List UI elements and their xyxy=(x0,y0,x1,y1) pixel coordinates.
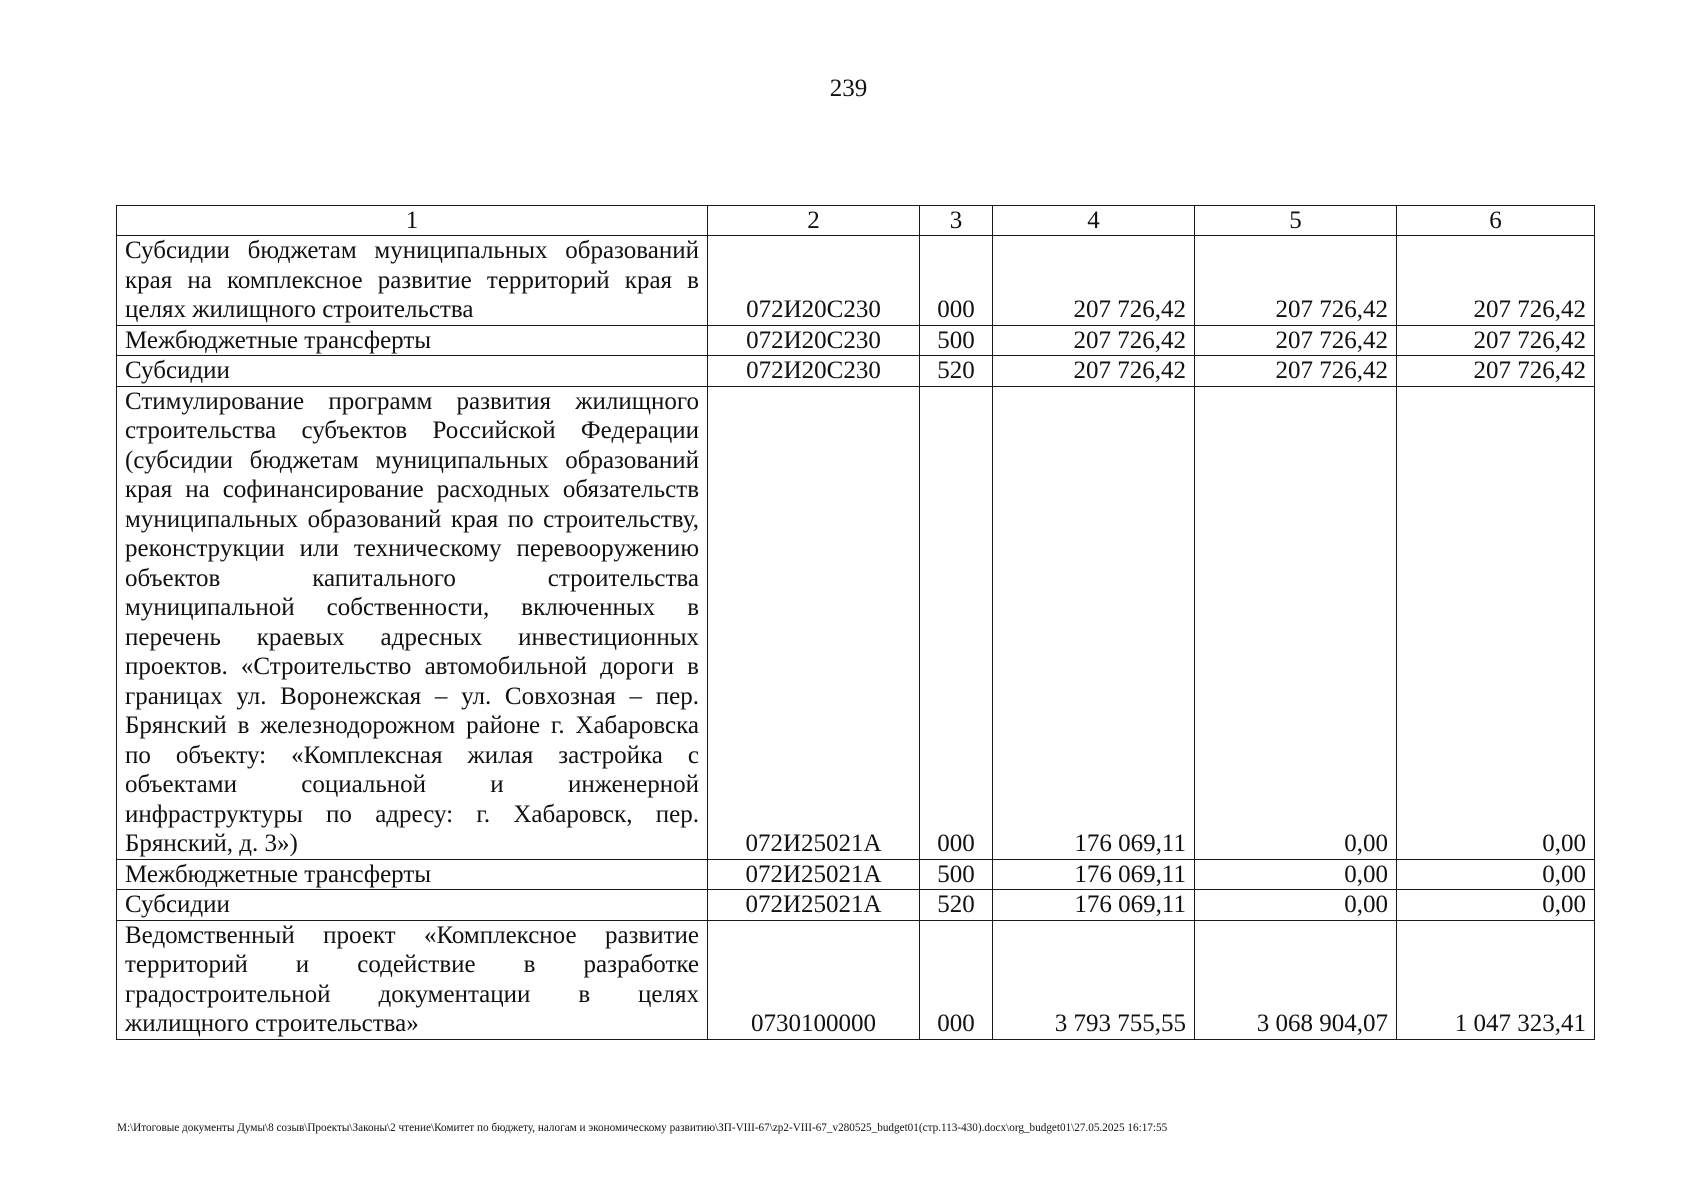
amount-col6-cell: 0,00 xyxy=(1397,890,1595,921)
amount-col4-cell: 176 069,11 xyxy=(993,859,1195,890)
table-row xyxy=(117,859,1595,890)
amount-col4-cell: 207 726,42 xyxy=(993,236,1195,326)
amount-col5-cell: 0,00 xyxy=(1195,386,1397,859)
target-article-code-cell: 0730100000 xyxy=(708,920,920,1039)
target-article-code-cell: 072И25021А xyxy=(708,859,920,890)
row-name-cell: Субсидии xyxy=(117,356,708,387)
amount-col4-cell: 3 793 755,55 xyxy=(993,920,1195,1039)
amount-col5-cell: 0,00 xyxy=(1195,859,1397,890)
target-article-code-cell: 072И25021А xyxy=(708,890,920,921)
table-header-row xyxy=(117,206,1595,236)
expense-type-cell: 000 xyxy=(920,386,993,859)
column-header: 6 xyxy=(1397,206,1595,236)
row-name-cell: Межбюджетные трансферты xyxy=(117,859,708,890)
column-header: 4 xyxy=(993,206,1195,236)
target-article-code-cell: 072И20С230 xyxy=(708,356,920,387)
amount-col6-cell: 0,00 xyxy=(1397,859,1595,890)
expense-type-cell: 000 xyxy=(920,920,993,1039)
table-row xyxy=(117,920,1595,1039)
column-header: 3 xyxy=(920,206,993,236)
amount-col6-cell: 207 726,42 xyxy=(1397,236,1595,326)
table-row xyxy=(117,386,1595,859)
document-file-path: M:\Итоговые документы Думы\8 созыв\Проекты\Законы\2 чтение\Комитет по бюджету, налогам и экономическому развитию\ЗП-VIII-67\zp2-VIII-67_v280525_budget01(стр.113-430).docx\org_budget01\27.05.2025 16:17:55 xyxy=(117,1122,1168,1134)
row-name-cell: Стимулирование программ развития жилищного строительства субъектов Российской Федерации (субсидии бюджетам муниципальных образований края на софинансирование расходных обязательств муниципальных образований края по строительству, реконструкции или техническому перевооружению объектов капитального строительства муниципальной собственности, включенных в перечень краевых адресных инвестиционных проектов. «Строительство автомобильной дороги в границах ул. Воронежская – ул. Совхозная – пер. Брянский в железнодорожном районе г. Хабаровска по объекту: «Комплексная жилая застройка с объектами социальной и инженерной инфраструктуры по адресу: г. Хабаровск, пер. Брянский, д. 3») xyxy=(117,386,708,859)
expense-type-cell: 500 xyxy=(920,859,993,890)
amount-col4-cell: 207 726,42 xyxy=(993,325,1195,356)
amount-col5-cell: 3 068 904,07 xyxy=(1195,920,1397,1039)
column-header: 5 xyxy=(1195,206,1397,236)
amount-col5-cell: 207 726,42 xyxy=(1195,356,1397,387)
row-name-cell: Межбюджетные трансферты xyxy=(117,325,708,356)
expense-type-cell: 500 xyxy=(920,325,993,356)
expense-type-cell: 520 xyxy=(920,356,993,387)
row-name-cell: Субсидии xyxy=(117,890,708,921)
amount-col6-cell: 207 726,42 xyxy=(1397,325,1595,356)
column-header: 2 xyxy=(708,206,920,236)
target-article-code-cell: 072И25021А xyxy=(708,386,920,859)
budget-table xyxy=(116,205,1595,1040)
amount-col6-cell: 207 726,42 xyxy=(1397,356,1595,387)
amount-col4-cell: 207 726,42 xyxy=(993,356,1195,387)
row-name-cell: Ведомственный проект «Комплексное развитие территорий и содействие в разработке градостроительной документации в целях жилищного строительства» xyxy=(117,920,708,1039)
expense-type-cell: 000 xyxy=(920,236,993,326)
amount-col5-cell: 207 726,42 xyxy=(1195,236,1397,326)
amount-col5-cell: 0,00 xyxy=(1195,890,1397,921)
amount-col6-cell: 1 047 323,41 xyxy=(1397,920,1595,1039)
page-number: 239 xyxy=(829,75,868,102)
amount-col5-cell: 207 726,42 xyxy=(1195,325,1397,356)
amount-col4-cell: 176 069,11 xyxy=(993,890,1195,921)
target-article-code-cell: 072И20С230 xyxy=(708,236,920,326)
expense-type-cell: 520 xyxy=(920,890,993,921)
amount-col6-cell: 0,00 xyxy=(1397,386,1595,859)
table-row xyxy=(117,890,1595,921)
row-name-cell: Субсидии бюджетам муниципальных образований края на комплексное развитие территорий края в целях жилищного строительства xyxy=(117,236,708,326)
column-header: 1 xyxy=(117,206,708,236)
target-article-code-cell: 072И20С230 xyxy=(708,325,920,356)
table-row xyxy=(117,325,1595,356)
table-row xyxy=(117,236,1595,326)
amount-col4-cell: 176 069,11 xyxy=(993,386,1195,859)
table-row xyxy=(117,356,1595,387)
